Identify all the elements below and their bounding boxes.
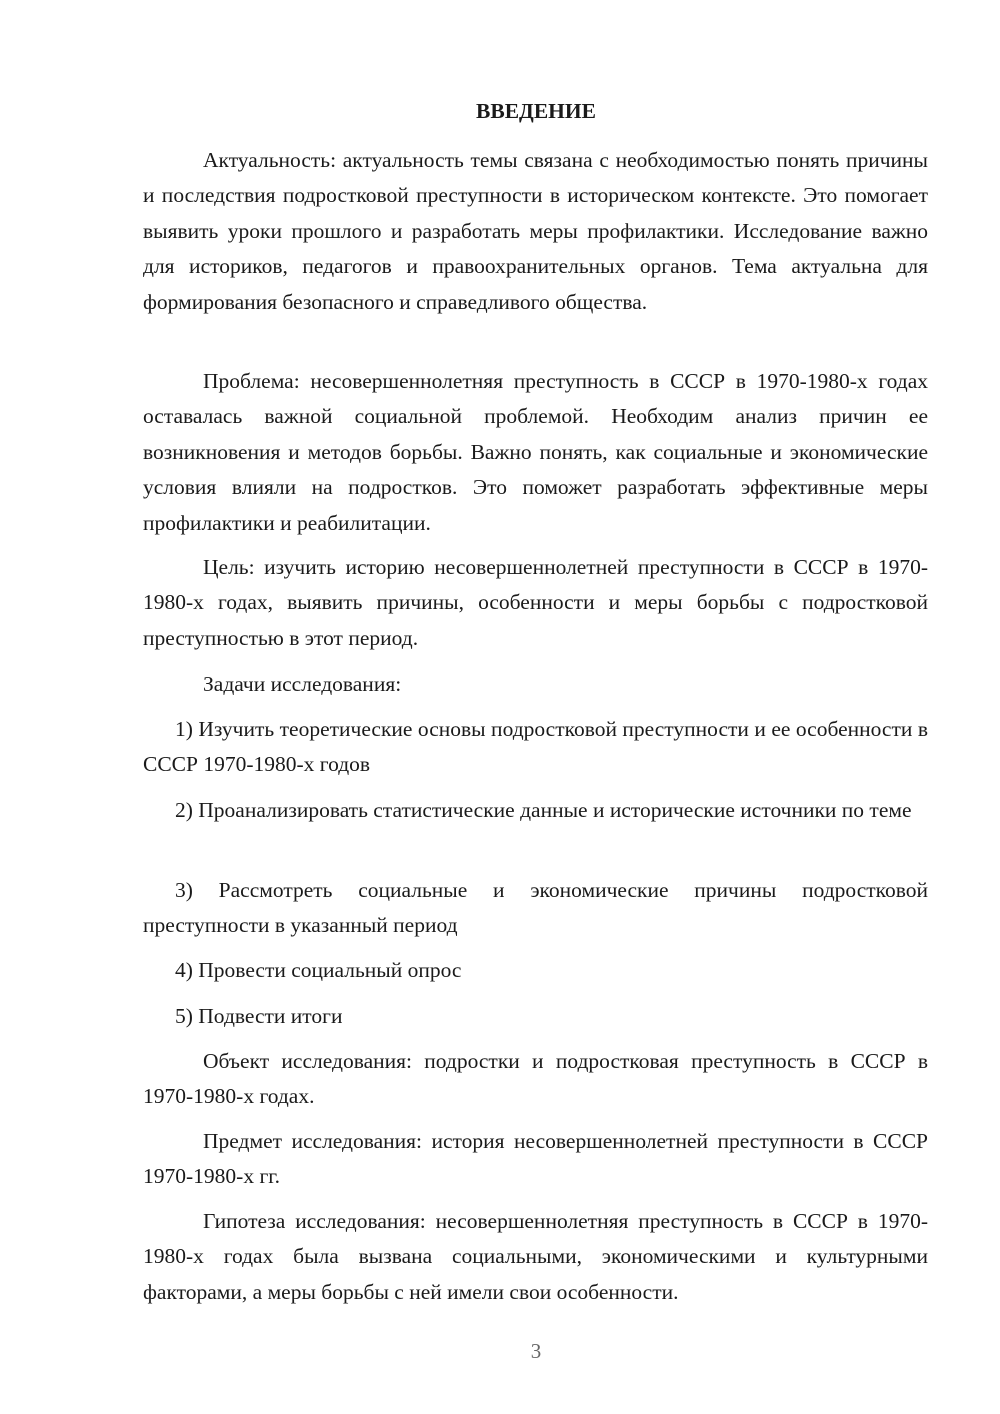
list-item-task-2: 2) Проанализировать статистические данные и исторические источники по теме [175,798,912,822]
tasks-title: Задачи исследования: [203,672,402,696]
paragraph-goal: Цель: изучить историю несовершеннолетней преступности в СССР в 1970-1980-х годах, выявить причины, особенности и меры борьбы с подростковой преступностью в этот период. [143,555,928,650]
paragraph-object: Объект исследования: подростки и подростковая преступность в СССР в 1970-1980-х годах. [143,1049,928,1109]
list-item-task-3: 3) Рассмотреть социальные и экономические причины подростковой преступности в указанный период [143,878,928,938]
paragraph-subject: Предмет исследования: история несовершеннолетней преступности в СССР 1970-1980-х гг. [143,1129,928,1189]
paragraph-relevance: Актуальность: актуальность темы связана с необходимостью понять причины и последствия подростковой преступности в историческом контексте. Это помогает выявить уроки прошлого и разработать меры профилактики. Исследование важно для историков, педагогов и правоохранительных органов. Тема актуальна для формирования безопасного и справедливого общества. [143,148,928,314]
paragraph-problem: Проблема: несовершеннолетняя преступность в СССР в 1970-1980-х годах оставалась важной социальной проблемой. Необходим анализ причин ее возникновения и методов борьбы. Важно понять, как социальные и экономические условия влияли на подростков. Это поможет разработать эффективные меры профилактики и реабилитации. [143,369,928,535]
paragraph-hypothesis: Гипотеза исследования: несовершеннолетняя преступность в СССР в 1970-1980-х годах была вызвана социальными, экономическими и культурными факторами, а меры борьбы с ней имели свои особенности. [143,1209,928,1304]
list-item-task-1: 1) Изучить теоретические основы подростковой преступности и ее особенности в СССР 1970-1980-х годов [143,717,928,777]
page-number: 3 [530,1339,542,1363]
list-item-task-4: 4) Провести социальный опрос [175,958,462,982]
section-heading: ВВЕДЕНИЕ [476,99,596,123]
list-item-task-5: 5) Подвести итоги [175,1004,343,1028]
